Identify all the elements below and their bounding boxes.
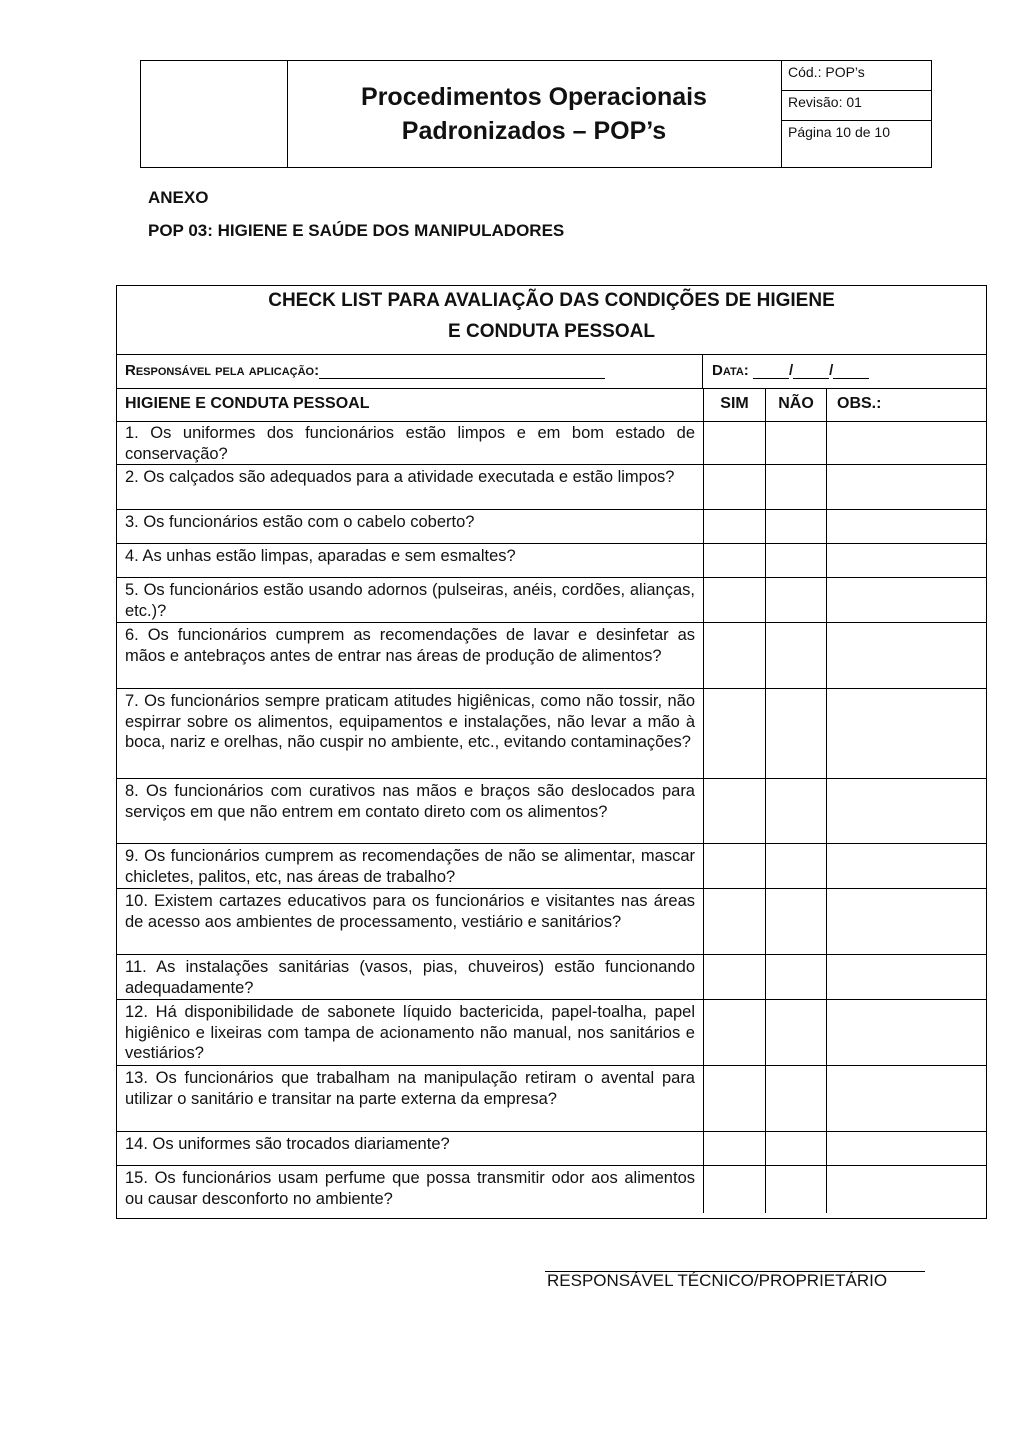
table-row bbox=[117, 510, 986, 544]
question-text: 8. Os funcionários com curativos nas mãos e braços são deslocados para serviços em que não entrem em contato direto com os alimentos? bbox=[117, 779, 704, 843]
obs-cell[interactable] bbox=[827, 955, 986, 999]
table-row bbox=[117, 1132, 986, 1166]
nao-cell[interactable] bbox=[766, 889, 827, 954]
sim-cell[interactable] bbox=[704, 623, 766, 688]
nao-cell[interactable] bbox=[766, 623, 827, 688]
checklist-title-line1: CHECK LIST PARA AVALIAÇÃO DAS CONDIÇÕES DE HIGIENE bbox=[268, 290, 835, 311]
logo-cell bbox=[141, 61, 288, 167]
obs-cell[interactable] bbox=[827, 578, 986, 622]
question-text: 7. Os funcionários sempre praticam atitudes higiênicas, como não tossir, não espirrar sobre os alimentos, equipamentos e instalações, não levar a mão à boca, nariz e orelhas, não cuspir no ambiente, etc., evitando contaminações? bbox=[117, 689, 704, 778]
question-text: 2. Os calçados são adequados para a atividade executada e estão limpos? bbox=[117, 465, 704, 509]
header-title-line1: Procedimentos Operacionais bbox=[361, 83, 707, 111]
col-item-header: HIGIENE E CONDUTA PESSOAL bbox=[117, 388, 704, 421]
sim-cell[interactable] bbox=[704, 578, 766, 622]
responsavel-field[interactable] bbox=[319, 364, 605, 379]
question-text: 1. Os uniformes dos funcionários estão limpos e em bom estado de conservação? bbox=[117, 421, 704, 464]
sim-cell[interactable] bbox=[704, 544, 766, 577]
table-row bbox=[117, 544, 986, 578]
table-row bbox=[117, 1000, 986, 1066]
nao-cell[interactable] bbox=[766, 1066, 827, 1131]
nao-cell[interactable] bbox=[766, 510, 827, 543]
sim-cell[interactable] bbox=[704, 1000, 766, 1065]
sim-cell[interactable] bbox=[704, 1066, 766, 1131]
data-year-field[interactable] bbox=[833, 364, 869, 379]
sim-cell[interactable] bbox=[704, 465, 766, 509]
header-pagina: Página 10 de 10 bbox=[788, 124, 890, 140]
question-text: 14. Os uniformes são trocados diariamente? bbox=[117, 1132, 704, 1165]
col-obs-header: OBS.: bbox=[837, 395, 882, 412]
question-text: 13. Os funcionários que trabalham na manipulação retiram o avental para utilizar o sanitário e transitar na parte externa da empresa? bbox=[117, 1066, 704, 1131]
question-text: 11. As instalações sanitárias (vasos, pias, chuveiros) estão funcionando adequadamente? bbox=[117, 955, 704, 999]
sim-cell[interactable] bbox=[704, 510, 766, 543]
pop-title: POP 03: HIGIENE E SAÚDE DOS MANIPULADORES bbox=[148, 221, 565, 240]
sim-cell[interactable] bbox=[704, 955, 766, 999]
checklist-rows bbox=[117, 421, 986, 1213]
nao-cell[interactable] bbox=[766, 465, 827, 509]
table-row bbox=[117, 1166, 986, 1213]
question-text: 10. Existem cartazes educativos para os funcionários e visitantes nas áreas de acesso aos ambientes de processamento, vestiário e sanitários? bbox=[117, 889, 704, 954]
obs-cell[interactable] bbox=[827, 1000, 986, 1065]
nao-cell[interactable] bbox=[766, 1000, 827, 1065]
obs-cell[interactable] bbox=[827, 421, 986, 464]
sim-cell[interactable] bbox=[704, 779, 766, 843]
question-text: 5. Os funcionários estão usando adornos (pulseiras, anéis, cordões, alianças, etc.)? bbox=[117, 578, 704, 622]
nao-cell[interactable] bbox=[766, 1132, 827, 1165]
data-cell bbox=[704, 354, 986, 388]
responsavel-cell bbox=[117, 354, 703, 388]
nao-cell[interactable] bbox=[766, 578, 827, 622]
checklist-title-line2: E CONDUTA PESSOAL bbox=[448, 321, 655, 342]
nao-cell[interactable] bbox=[766, 421, 827, 464]
header-codigo: Cód.: POP’s bbox=[782, 61, 932, 91]
question-text: 15. Os funcionários usam perfume que possa transmitir odor aos alimentos ou causar desconforto no ambiente? bbox=[117, 1166, 704, 1213]
table-row bbox=[117, 889, 986, 955]
nao-cell[interactable] bbox=[766, 779, 827, 843]
sim-cell[interactable] bbox=[704, 889, 766, 954]
column-header-row bbox=[117, 388, 986, 422]
header-revisao: Revisão: 01 bbox=[782, 91, 932, 121]
data-sep-1: / bbox=[788, 362, 794, 379]
table-row bbox=[117, 689, 986, 779]
table-row bbox=[117, 465, 986, 510]
obs-cell[interactable] bbox=[827, 689, 986, 778]
obs-cell[interactable] bbox=[827, 1132, 986, 1165]
header-title-line2: Padronizados – POP’s bbox=[401, 117, 667, 145]
sim-cell[interactable] bbox=[704, 421, 766, 464]
table-row bbox=[117, 955, 986, 1000]
nao-cell[interactable] bbox=[766, 1166, 827, 1213]
sim-cell[interactable] bbox=[704, 689, 766, 778]
nao-cell[interactable] bbox=[766, 689, 827, 778]
col-nao-header: NÃO bbox=[766, 388, 827, 421]
signature-label: RESPONSÁVEL TÉCNICO/PROPRIETÁRIO bbox=[547, 1271, 888, 1290]
nao-cell[interactable] bbox=[766, 544, 827, 577]
table-row bbox=[117, 779, 986, 844]
obs-cell[interactable] bbox=[827, 544, 986, 577]
header-meta bbox=[782, 61, 932, 167]
table-row bbox=[117, 1066, 986, 1132]
obs-cell[interactable] bbox=[827, 779, 986, 843]
question-text: 9. Os funcionários cumprem as recomendações de não se alimentar, mascar chicletes, palitos, etc, nas áreas de trabalho? bbox=[117, 844, 704, 888]
data-day-field[interactable] bbox=[753, 364, 789, 379]
obs-cell[interactable] bbox=[827, 1166, 986, 1213]
responsavel-label: Responsável pela aplicação: bbox=[125, 362, 320, 379]
data-month-field[interactable] bbox=[793, 364, 829, 379]
obs-cell[interactable] bbox=[827, 465, 986, 509]
sim-cell[interactable] bbox=[704, 1166, 766, 1213]
table-row bbox=[117, 844, 986, 889]
question-text: 3. Os funcionários estão com o cabelo coberto? bbox=[117, 510, 704, 543]
sim-cell[interactable] bbox=[704, 1132, 766, 1165]
question-text: 4. As unhas estão limpas, aparadas e sem esmaltes? bbox=[117, 544, 704, 577]
header-title-cell bbox=[287, 61, 782, 167]
obs-cell[interactable] bbox=[827, 1066, 986, 1131]
checklist-title bbox=[117, 286, 986, 355]
anexo-label: ANEXO bbox=[148, 188, 209, 207]
document-header bbox=[140, 60, 932, 168]
nao-cell[interactable] bbox=[766, 955, 827, 999]
obs-cell[interactable] bbox=[827, 623, 986, 688]
nao-cell[interactable] bbox=[766, 844, 827, 888]
responsavel-row bbox=[117, 354, 986, 389]
obs-cell[interactable] bbox=[827, 844, 986, 888]
data-sep-2: / bbox=[829, 362, 834, 379]
checklist-table bbox=[116, 285, 987, 1219]
obs-cell[interactable] bbox=[827, 510, 986, 543]
question-text: 12. Há disponibilidade de sabonete líquido bactericida, papel-toalha, papel higiênico e lixeiras com tampa de acionamento não manual, nos sanitários e vestiários? bbox=[117, 1000, 704, 1065]
obs-cell[interactable] bbox=[827, 889, 986, 954]
data-label: Data: bbox=[712, 362, 749, 379]
table-row bbox=[117, 623, 986, 689]
table-row bbox=[117, 578, 986, 623]
table-row bbox=[117, 421, 986, 465]
sim-cell[interactable] bbox=[704, 844, 766, 888]
question-text: 6. Os funcionários cumprem as recomendações de lavar e desinfetar as mãos e antebraços antes de entrar nas áreas de produção de alimentos? bbox=[117, 623, 704, 688]
col-sim-header: SIM bbox=[704, 388, 766, 421]
